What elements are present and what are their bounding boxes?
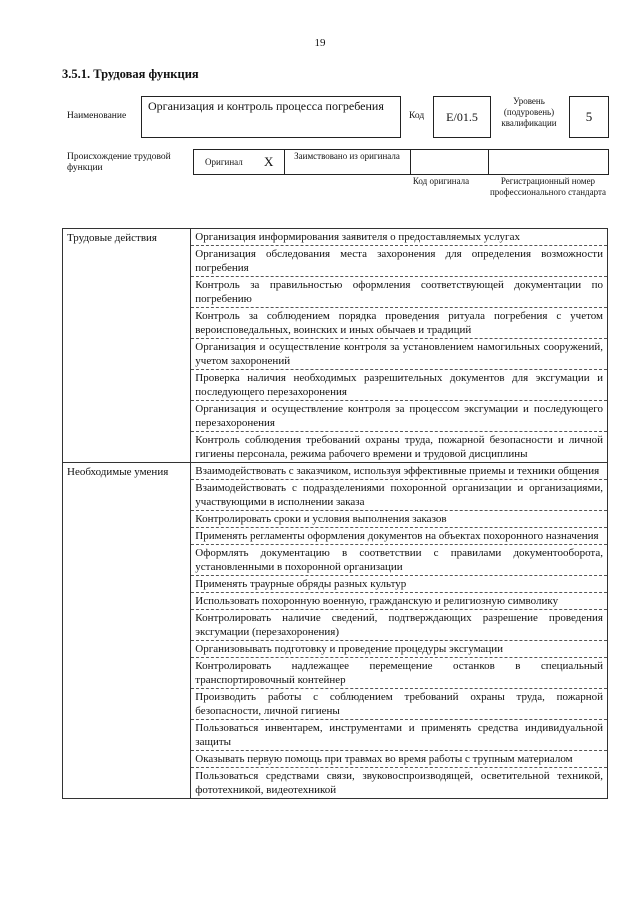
section-title: 3.5.1. Трудовая функция: [62, 67, 199, 81]
code-original-label: Код оригинала: [412, 176, 470, 186]
original-label: Оригинал: [205, 157, 243, 167]
list-item: Пользоваться средствами связи, звуковоспроизводящей, осветительной техникой, фототехникой, видеотехникой: [195, 770, 603, 796]
skills-list: [191, 463, 608, 799]
list-item: Пользоваться инвентарем, инструментами и применять средства индивидуальной защиты: [191, 720, 607, 751]
list-item: Оформлять документацию в соответствии с правилами документооборота, установленными в похоронной организации: [191, 545, 607, 576]
list-item: Контролировать сроки и условия выполнения заказов: [191, 511, 607, 528]
table-row-skills: [63, 463, 608, 799]
list-item: Контролировать наличие сведений, подтверждающих разрешение проведения эксгумации (перезахоронения): [191, 610, 607, 641]
list-item: Взаимодействовать с заказчиком, используя эффективные приемы и техники общения: [191, 463, 607, 480]
list-item: Организация обследования места захоронения для определения возможности погребения: [191, 246, 607, 277]
code-label: Код: [409, 111, 425, 121]
function-table: [62, 228, 608, 799]
page-number: 19: [314, 37, 326, 49]
origin-cell-code: [411, 150, 489, 174]
list-item: Контролировать надлежащее перемещение останков в специальный транспортировочный контейнер: [191, 658, 607, 689]
name-field: [141, 96, 401, 138]
actions-list: [191, 229, 608, 463]
table-row-actions: [63, 229, 608, 463]
origin-label: Происхождение трудовой функции: [67, 152, 171, 173]
borrowed-label: Заимствовано из оригинала: [294, 151, 400, 161]
list-item: Применять траурные обряды разных культур: [191, 576, 607, 593]
list-item: Использовать похоронную военную, гражданскую и религиозную символику: [191, 593, 607, 610]
list-item: Организация и осуществление контроля за процессом эксгумации и последующего перезахоронения: [191, 401, 607, 432]
list-item: Применять регламенты оформления документов на объектах похоронного назначения: [191, 528, 607, 545]
skills-heading: Необходимые умения: [63, 463, 191, 799]
list-item: Проверка наличия необходимых разрешительных документов для эксгумации и последующего перезахоронения: [191, 370, 607, 401]
name-value: Организация и контроль процесса погребения: [148, 99, 384, 113]
list-item: Организация и осуществление контроля за установлением намогильных сооружений, учетом захоронений: [191, 339, 607, 370]
name-label: Наименование: [67, 111, 127, 121]
list-item: Контроль соблюдения требований охраны труда, пожарной безопасности и личной гигиены персонала, режима рабочего времени и трудовой дисциплины: [195, 434, 603, 460]
level-value: 5: [569, 96, 609, 138]
code-value: E/01.5: [433, 96, 491, 138]
list-item: Контроль за соблюдением порядка проведения ритуала погребения с учетом вероисповедальных, воинских и иных обычаев и традиций: [191, 308, 607, 339]
original-mark: X: [264, 154, 274, 169]
level-label: Уровень (подуровень) квалификации: [501, 96, 557, 128]
list-item: Контроль за правильностью оформления соответствующей документации по погребению: [191, 277, 607, 308]
list-item: Оказывать первую помощь при травмах во время работы с трупным материалом: [191, 751, 607, 768]
list-item: Взаимодействовать с подразделениями похоронной организации и организациями, участвующими в исполнении заказа: [191, 480, 607, 511]
actions-heading: Трудовые действия: [63, 229, 191, 463]
list-item: Организация информирования заявителя о предоставляемых услугах: [191, 229, 607, 246]
list-item: Организовывать подготовку и проведение процедуры эксгумации: [191, 641, 607, 658]
list-item: Производить работы с соблюдением требований охраны труда, пожарной безопасности, личной гигиены: [191, 689, 607, 720]
reg-number-label: Регистрационный номер профессионального стандарта: [489, 176, 607, 197]
